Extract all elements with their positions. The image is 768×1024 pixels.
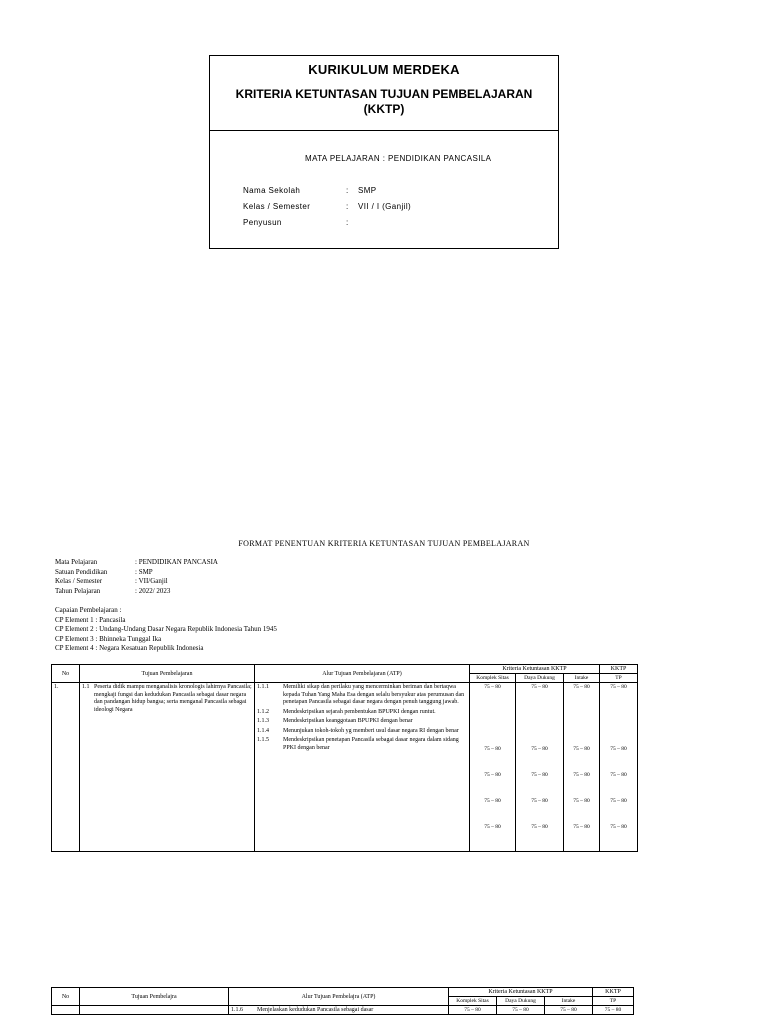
row-no bbox=[52, 1006, 80, 1015]
cover-box bbox=[209, 55, 559, 249]
info-block bbox=[55, 558, 218, 596]
cover-row-label: Kelas / Semester bbox=[243, 202, 311, 211]
cover-row-label: Nama Sekolah bbox=[243, 186, 301, 195]
header-kriteria: Kriteria Ketuntasan KKTP bbox=[449, 988, 593, 997]
row-no: 1. bbox=[52, 683, 80, 852]
value-cell: 75 – 80 bbox=[531, 746, 548, 752]
header-daya-dukung: Daya Dukung bbox=[516, 674, 564, 683]
atp-text: Mendeskripsikan sejarah pembentukan BPUPKI dengan runtut. bbox=[283, 708, 436, 715]
cp-block bbox=[55, 606, 277, 654]
cover-header bbox=[210, 56, 558, 131]
header-kompleksitas: Komplek Sitas bbox=[470, 674, 516, 683]
cover-row-value: VII / I (Ganjil) bbox=[358, 202, 412, 211]
cp-element: CP Element 2 : Undang-Undang Dasar Negara Republik Indonesia Tahun 1945 bbox=[55, 625, 277, 633]
cover-subtitle bbox=[210, 87, 558, 117]
atp-item bbox=[257, 709, 467, 717]
atp-number: 1.1.4 bbox=[257, 727, 269, 734]
format-title: FORMAT PENENTUAN KRITERIA KETUNTASAN TUJUAN PEMBELAJARAN bbox=[238, 539, 530, 548]
value-cell: 75 – 80 bbox=[593, 1006, 634, 1015]
tp-values bbox=[600, 683, 638, 852]
tp-number: 1.1 bbox=[82, 684, 90, 690]
value-cell: 75 – 80 bbox=[545, 1006, 593, 1015]
value-cell: 75 – 80 bbox=[573, 684, 590, 690]
cover-row-sep: : bbox=[346, 186, 349, 195]
value-cell: 75 – 80 bbox=[484, 772, 501, 778]
header-atp: Alur Tujuan Pembelajaran (ATP) bbox=[255, 665, 470, 683]
header-tp: Tujuan Pembelajra bbox=[80, 988, 229, 1006]
atp-number: 1.1.6 bbox=[231, 1007, 243, 1013]
atp-item bbox=[257, 718, 467, 726]
value-cell: 75 – 80 bbox=[484, 746, 501, 752]
value-cell: 75 – 80 bbox=[497, 1006, 545, 1015]
info-row bbox=[55, 568, 218, 578]
header-kktp: KKTP bbox=[593, 988, 634, 997]
value-cell: 75 – 80 bbox=[449, 1006, 497, 1015]
header-no: No bbox=[52, 988, 80, 1006]
value-cell: 75 – 80 bbox=[484, 684, 501, 690]
info-label: Mata Pelajaran bbox=[55, 558, 98, 566]
cover-row-sep: : bbox=[346, 202, 349, 211]
info-value: : VII/Ganjil bbox=[135, 577, 168, 585]
value-cell: 75 – 80 bbox=[531, 684, 548, 690]
header-daya-dukung: Daya Dukung bbox=[497, 997, 545, 1006]
row-atp bbox=[255, 683, 470, 852]
info-value: : PENDIDIKAN PANCASIA bbox=[135, 558, 218, 566]
header-tp: Tujuan Pembelajaran bbox=[80, 665, 255, 683]
cover-subtitle-line2: (KKTP) bbox=[363, 102, 405, 116]
header-intake: Intake bbox=[545, 997, 593, 1006]
kompleksitas-values bbox=[470, 683, 516, 852]
atp-item bbox=[257, 684, 467, 707]
header-kktp: KKTP bbox=[600, 665, 638, 674]
atp-text: Menjelaskan kedudukan Pancasila sebagai dasar bbox=[257, 1007, 374, 1013]
value-cell: 75 – 80 bbox=[610, 684, 627, 690]
atp-number: 1.1.1 bbox=[257, 684, 269, 690]
value-cell: 75 – 80 bbox=[610, 798, 627, 804]
info-value: : SMP bbox=[135, 567, 153, 576]
atp-list bbox=[257, 684, 467, 752]
info-label: Tahun Pelajaran bbox=[55, 586, 101, 595]
value-cell: 75 – 80 bbox=[531, 798, 548, 804]
value-cell: 75 – 80 bbox=[573, 772, 590, 778]
cover-title: KURIKULUM MERDEKA bbox=[308, 62, 460, 77]
info-label: Satuan Pendidikan bbox=[55, 567, 108, 576]
atp-text: Mendeskripsikan penetapan Pancasila sebagai dasar negara dalam sidang PPKI dengan benar bbox=[283, 737, 459, 751]
kktp-table-2 bbox=[51, 987, 634, 1015]
header-kompleksitas: Komplek Sitas bbox=[449, 997, 497, 1006]
header-tp-col: TP bbox=[600, 674, 638, 683]
value-cell: 75 – 80 bbox=[484, 824, 501, 830]
cover-subtitle-line1: KRITERIA KETUNTASAN TUJUAN PEMBELAJARAN bbox=[235, 87, 533, 101]
cp-element: CP Element 1 : Pancasila bbox=[55, 615, 126, 624]
cp-heading: Capaian Pembelajaran : bbox=[55, 606, 122, 614]
cp-element: CP Element 4 : Negara Kesatuan Republik Indonesia bbox=[55, 644, 204, 652]
atp-number: 1.1.3 bbox=[257, 718, 269, 724]
info-value: : 2022/ 2023 bbox=[135, 586, 171, 595]
info-label: Kelas / Semester bbox=[55, 577, 103, 585]
row-atp bbox=[229, 1006, 449, 1015]
header-atp: Alur Tujuan Pembelajra (ATP) bbox=[229, 988, 449, 1006]
info-row bbox=[55, 558, 218, 568]
atp-text: Menunjukan tokoh-tokoh yg memberi usul dasar negara RI dengan benar bbox=[283, 727, 459, 734]
header-no: No bbox=[52, 665, 80, 683]
tp-text: Peserta didik mampu menganalisis kronologis lahirnya Pancasila; mengkaji fungsi dan kedudukan Pancasila sebagai dasar negara dan pandangan hidup bangsa; serta menganal Pancasila sebagai ideologi Negara bbox=[94, 684, 252, 713]
row-tp bbox=[80, 1006, 229, 1015]
cover-row-class bbox=[243, 202, 411, 211]
value-cell: 75 – 80 bbox=[610, 824, 627, 830]
header-kriteria: Kriteria Ketuntasan KKTP bbox=[470, 665, 600, 674]
value-cell: 75 – 80 bbox=[573, 746, 590, 752]
daya-dukung-values bbox=[516, 683, 564, 852]
kktp-table-1 bbox=[51, 664, 638, 852]
cover-subject-line: MATA PELAJARAN : PENDIDIKAN PANCASILA bbox=[305, 154, 492, 163]
table-row bbox=[52, 683, 638, 852]
header-tp-col: TP bbox=[593, 997, 634, 1006]
cover-row-label: Penyusun bbox=[243, 218, 282, 227]
value-cell: 75 – 80 bbox=[531, 824, 548, 830]
value-cell: 75 – 80 bbox=[531, 772, 548, 778]
value-cell: 75 – 80 bbox=[610, 746, 627, 752]
table-row bbox=[52, 1006, 634, 1015]
cover-row-sep: : bbox=[346, 218, 349, 227]
atp-number: 1.1.5 bbox=[257, 737, 269, 743]
atp-number: 1.1.2 bbox=[257, 708, 269, 715]
atp-text: Mendeskripsikan keanggotaan BPUPKI dengan benar bbox=[283, 718, 413, 724]
atp-item bbox=[257, 737, 467, 752]
value-cell: 75 – 80 bbox=[484, 798, 501, 804]
row-tp bbox=[80, 683, 255, 852]
info-row bbox=[55, 577, 218, 587]
cover-row-school bbox=[243, 186, 377, 195]
intake-values bbox=[564, 683, 600, 852]
value-cell: 75 – 80 bbox=[610, 772, 627, 778]
info-row bbox=[55, 587, 218, 597]
cover-row-value: SMP bbox=[358, 186, 377, 195]
cp-element: CP Element 3 : Bhinneka Tunggal Ika bbox=[55, 634, 162, 643]
header-intake: Intake bbox=[564, 674, 600, 683]
value-cell: 75 – 80 bbox=[573, 798, 590, 804]
value-cell: 75 – 80 bbox=[573, 824, 590, 830]
cover-row-author bbox=[243, 218, 358, 227]
atp-item bbox=[257, 728, 467, 736]
atp-text: Memiliki sikap dan perilaku yang mencerminkan beriman dan bertaqwa kepada Tuhan Yang Maha Esa dengan selalu bersyukur atas perumusan dan penetapan Pancasila sebagai dasar negara dengan penuh tanggung jawab. bbox=[283, 684, 465, 705]
